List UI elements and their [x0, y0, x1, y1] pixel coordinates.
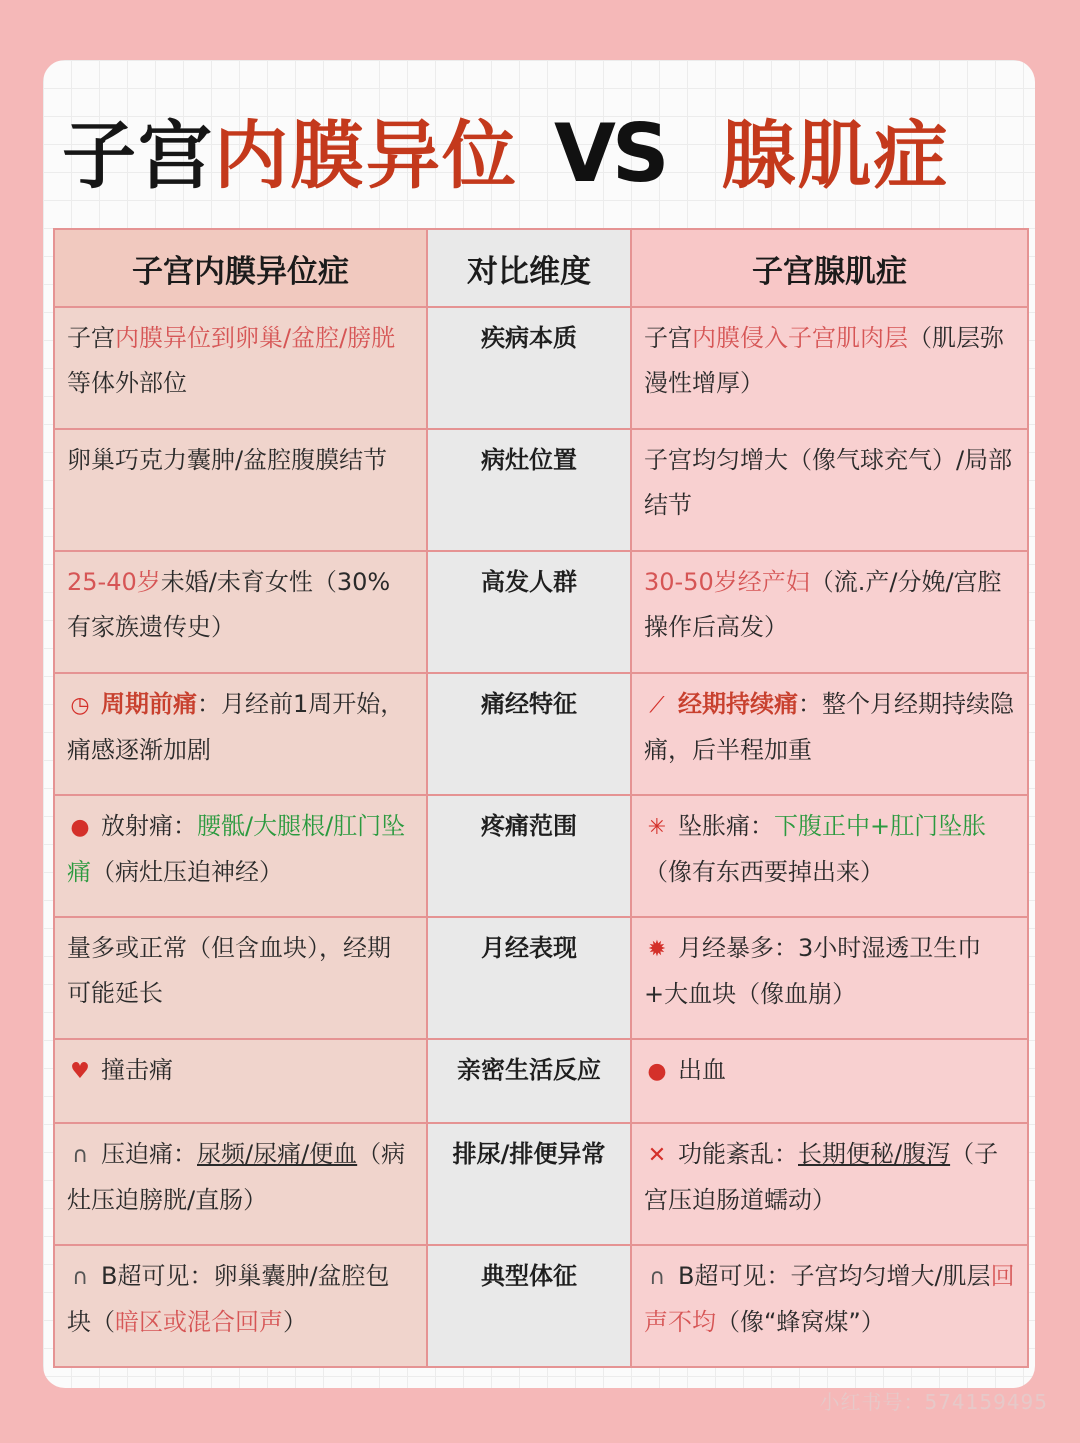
- left-cell: ∩ B超可见：卵巢囊肿/盆腔包块（暗区或混合回声）: [54, 1245, 427, 1367]
- table-row: [54, 673, 1028, 795]
- left-cell: ● 放射痛：腰骶/大腿根/肛门坠痛（病灶压迫神经）: [54, 795, 427, 917]
- comparison-table: [53, 228, 1029, 1368]
- dimension-cell: 高发人群: [427, 551, 631, 673]
- header-middle: 对比维度: [427, 229, 631, 307]
- table-row: [54, 917, 1028, 1039]
- header-left: 子宫内膜异位症: [54, 229, 427, 307]
- title-vs: VS: [554, 107, 666, 200]
- title-part-3: 腺肌症: [721, 113, 950, 199]
- left-cell: ♥ 撞击痛: [54, 1039, 427, 1123]
- broken-heart-icon: ♥: [70, 1059, 90, 1084]
- right-cell: ✕ 功能紊乱：长期便秘/腹泻（子宫压迫肠道蠕动）: [631, 1123, 1028, 1245]
- right-cell: ∩ B超可见：子宫均匀增大/肌层回声不均（像“蜂窝煤”）: [631, 1245, 1028, 1367]
- drop-icon: ●: [647, 1059, 667, 1084]
- left-cell: 量多或正常（但含血块），经期可能延长: [54, 917, 427, 1039]
- cross-icon: ✕: [647, 1143, 667, 1168]
- thermometer-icon: ⟋: [649, 693, 665, 718]
- right-cell: 子宫均匀增大（像气球充气）/局部结节: [631, 429, 1028, 551]
- dimension-cell: 典型体征: [427, 1245, 631, 1367]
- dimension-cell: 病灶位置: [427, 429, 631, 551]
- right-cell: ✹ 月经暴多：3小时湿透卫生巾+大血块（像血崩）: [631, 917, 1028, 1039]
- title-part-2: 内膜异位: [214, 113, 518, 199]
- left-cell: 子宫内膜异位到卵巢/盆腔/膀胱等体外部位: [54, 307, 427, 429]
- table-row: [54, 1039, 1028, 1123]
- boom-icon: ✹: [647, 937, 667, 962]
- dimension-cell: 排尿/排便异常: [427, 1123, 631, 1245]
- stethoscope-icon: ∩: [71, 1265, 89, 1290]
- header-right: 子宫腺肌症: [631, 229, 1028, 307]
- title-part-1: 子宫: [62, 113, 214, 199]
- table-row: [54, 1245, 1028, 1367]
- dimension-cell: 疾病本质: [427, 307, 631, 429]
- dimension-cell: 疼痛范围: [427, 795, 631, 917]
- table-row: [54, 551, 1028, 673]
- dimension-cell: 痛经特征: [427, 673, 631, 795]
- right-cell: ● 出血: [631, 1039, 1028, 1123]
- dimension-cell: 月经表现: [427, 917, 631, 1039]
- left-cell: ∩ 压迫痛：尿频/尿痛/便血（病灶压迫膀胱/直肠）: [54, 1123, 427, 1245]
- page-title: [62, 104, 950, 204]
- drop-icon: ●: [70, 815, 90, 840]
- table-row: [54, 1123, 1028, 1245]
- right-cell: ⟋ 经期持续痛：整个月经期持续隐痛，后半程加重: [631, 673, 1028, 795]
- left-cell: 25-40岁未婚/未育女性（30%有家族遗传史）: [54, 551, 427, 673]
- dimension-cell: 亲密生活反应: [427, 1039, 631, 1123]
- table-row: [54, 307, 1028, 429]
- burst-icon: ✳: [647, 815, 667, 840]
- table-row: [54, 429, 1028, 551]
- watermark: 小红书号：574159495: [819, 1390, 1048, 1414]
- right-cell: 子宫内膜侵入子宫肌肉层（肌层弥漫性增厚）: [631, 307, 1028, 429]
- table-header-row: [54, 229, 1028, 307]
- right-cell: ✳ 坠胀痛：下腹正中+肛门坠胀（像有东西要掉出来）: [631, 795, 1028, 917]
- left-cell: 卵巢巧克力囊肿/盆腔腹膜结节: [54, 429, 427, 551]
- stethoscope-icon: ∩: [648, 1265, 666, 1290]
- stethoscope-icon: ∩: [71, 1143, 89, 1168]
- right-cell: 30-50岁经产妇（流.产/分娩/宫腔操作后高发）: [631, 551, 1028, 673]
- left-cell: ◷ 周期前痛：月经前1周开始，痛感逐渐加剧: [54, 673, 427, 795]
- table-row: [54, 795, 1028, 917]
- clock-icon: ◷: [70, 693, 90, 718]
